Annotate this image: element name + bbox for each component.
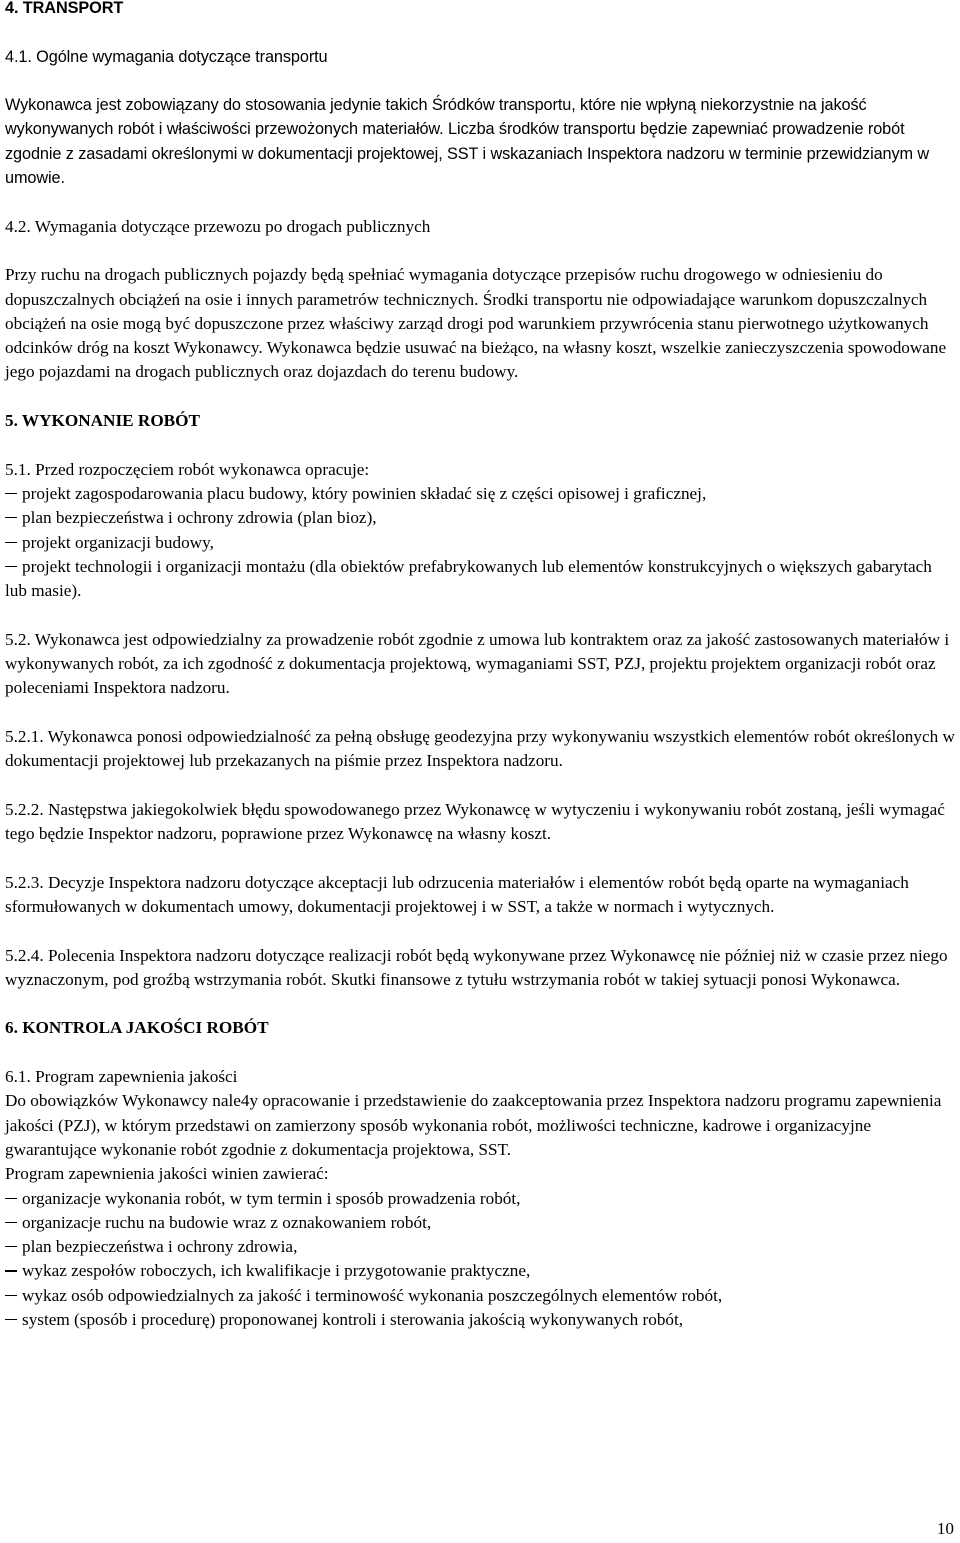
list-5-1 [5,482,955,603]
paragraph-6-1-intro: Program zapewnienia jakości winien zawierać: [5,1164,329,1184]
list-item [5,506,955,530]
list-item [5,482,955,506]
dash-bullet [5,1319,17,1320]
spacer [5,774,955,798]
list-item-text: organizacje wykonania robót, w tym termin i sposób prowadzenia robót, [22,1188,521,1208]
paragraph-4-2: Przy ruchu na drogach publicznych pojazdy będą spełniać wymagania dotyczące przepisów ruchu drogowego w odniesieniu do dopuszczalnych obciążeń na osie i innych parametrów technicznych. Środki transportu nie odpowiadające warunkom dopuszczalnych obciążeń na osie mogą być dopuszczone przez właściwy zarząd drogi pod warunkiem przywrócenia stanu pierwotnego użytkowanych odcinków dróg na koszt Wykonawcy. Wykonawca będzie usuwać na bieżąco, na własny koszt, wszelkie zanieczyszczenia spowodowane jego pojazdami na drogach publicznych oraz dojazdach do terenu budowy. [5,265,947,382]
list-item [5,1211,955,1235]
dash-bullet [5,493,17,494]
section-heading-kontrola: 6. KONTROLA JAKOŚCI ROBÓT [5,1018,269,1038]
list-item-text: plan bezpieczeństwa i ochrony zdrowia, [22,1237,298,1257]
list-6-1 [5,1187,955,1333]
list-item-text: organizacje ruchu na budowie wraz z oznakowaniem robót, [22,1212,432,1232]
spacer [5,20,955,44]
section-heading-transport: 4. TRANSPORT [5,0,124,17]
dash-bullet [5,1270,17,1271]
paragraph-4-1: Wykonawca jest zobowiązany do stosowania jedynie takich Śródków transportu, które nie wpłyną niekorzystnie na jakość wykonywanych robót i właściwości przewożonych materiałów. Liczba środków transportu będzie zapewniać prowadzenie robót zgodnie z zasadami określonymi w dokumentacji projektowej, SST i wskazaniach Inspektora nadzoru w terminie przewidzianym w umowie. [5,96,930,188]
spacer [5,239,955,263]
dash-bullet [5,1295,17,1296]
spacer [5,919,955,943]
spacer [5,992,955,1016]
paragraph-5-2-1: 5.2.1. Wykonawca ponosi odpowiedzialność za pełną obsługę geodezyjna przy wykonywaniu wszystkich elementów robót określonych w dokumentacji projektowej lub przekazanych na piśmie przez Inspektora nadzoru. [5,726,955,771]
spacer [5,846,955,870]
list-item [5,1235,955,1259]
dash-bullet [5,1222,17,1223]
spacer [5,69,955,93]
list-item [5,1187,955,1211]
spacer [5,603,955,627]
dash-bullet [5,566,17,567]
spacer [5,1041,955,1065]
paragraph-6-1: Do obowiązków Wykonawcy nale4y opracowanie i przedstawienie do zaakceptowania przez Inspektora nadzoru programu zapewnienia jakości (PZJ), w którym przedstawi on zamierzony sposób wykonania robót, możliwości techniczne, kadrowe i organizacyjne gwarantujące wykonanie robót zgodnie z dokumentacja projektowa, SST. [5,1091,942,1159]
list-item [5,531,955,555]
paragraph-5-2: 5.2. Wykonawca jest odpowiedzialny za prowadzenie robót zgodnie z umowa lub kontraktem oraz za jakość zastosowanych materiałów i wykonywanych robót, za ich zgodność z dokumentacja projektową, wymaganiami SST, PZJ, projektu projektem organizacji robót oraz poleceniami Inspektora nadzoru. [5,629,950,698]
list-item [5,1259,955,1283]
list-item [5,555,955,604]
list-item-text: wykaz zespołów roboczych, ich kwalifikacje i przygotowanie praktyczne, [22,1261,531,1281]
list-item-text: wykaz osób odpowiedzialnych za jakość i terminowość wykonania poszczególnych elementów robót, [22,1285,723,1305]
document-page [5,0,955,1332]
spacer [5,701,955,725]
list-item [5,1308,955,1332]
dash-bullet [5,1198,17,1199]
paragraph-5-2-3: 5.2.3. Decyzje Inspektora nadzoru dotyczące akceptacji lub odrzucenia materiałów i elementów robót będą oparte na wymaganiach sformułowanych w dokumentach umowy, dokumentacji projektowej i w SST, a także w normach i wytycznych. [5,872,909,916]
paragraph-5-2-4: 5.2.4. Polecenia Inspektora nadzoru dotyczące realizacji robót będą wykonywane przez Wykonawcę nie później niż w czasie przez niego wyznaczonym, pod groźbą wstrzymania robót. Skutki finansowe z tytułu wstrzymania robót w takiej sytuacji ponosi Wykonawca. [5,945,948,989]
list-item-text: plan bezpieczeństwa i ochrony zdrowia (plan bioz), [22,508,377,528]
list-item-text: projekt organizacji budowy, [22,532,214,552]
dash-bullet [5,1246,17,1247]
list-item-text: system (sposób i procedurę) proponowanej kontroli i sterowania jakością wykonywanych robót, [22,1310,684,1330]
subsection-heading-4-1: 4.1. Ogólne wymagania dotyczące transportu [5,47,328,66]
spacer [5,385,955,409]
dash-bullet [5,542,17,543]
list-item [5,1284,955,1308]
paragraph-5-1-intro: 5.1. Przed rozpoczęciem robót wykonawca opracuje: [5,459,370,479]
subsection-heading-6-1: 6.1. Program zapewnienia jakości [5,1067,238,1087]
page-number: 10 [936,1519,954,1538]
dash-bullet [5,517,17,518]
list-item-text: projekt technologii i organizacji montażu (dla obiektów prefabrykowanych lub elementów konstrukcyjnych o większych gabarytach lub masie). [5,556,932,601]
spacer [5,190,955,214]
paragraph-5-2-2: 5.2.2. Następstwa jakiegokolwiek błędu spowodowanego przez Wykonawcę w wytyczeniu i wykonywaniu robót zostaną, jeśli wymagać tego będzie Inspektor nadzoru, poprawione przez Wykonawcę na własny koszt. [5,799,945,844]
section-heading-wykonanie: 5. WYKONANIE ROBÓT [5,411,200,431]
spacer [5,433,955,457]
subsection-heading-4-2: 4.2. Wymagania dotyczące przewozu po drogach publicznych [5,216,431,236]
list-item-text: projekt zagospodarowania placu budowy, który powinien składać się z części opisowej i graficznej, [22,483,707,503]
